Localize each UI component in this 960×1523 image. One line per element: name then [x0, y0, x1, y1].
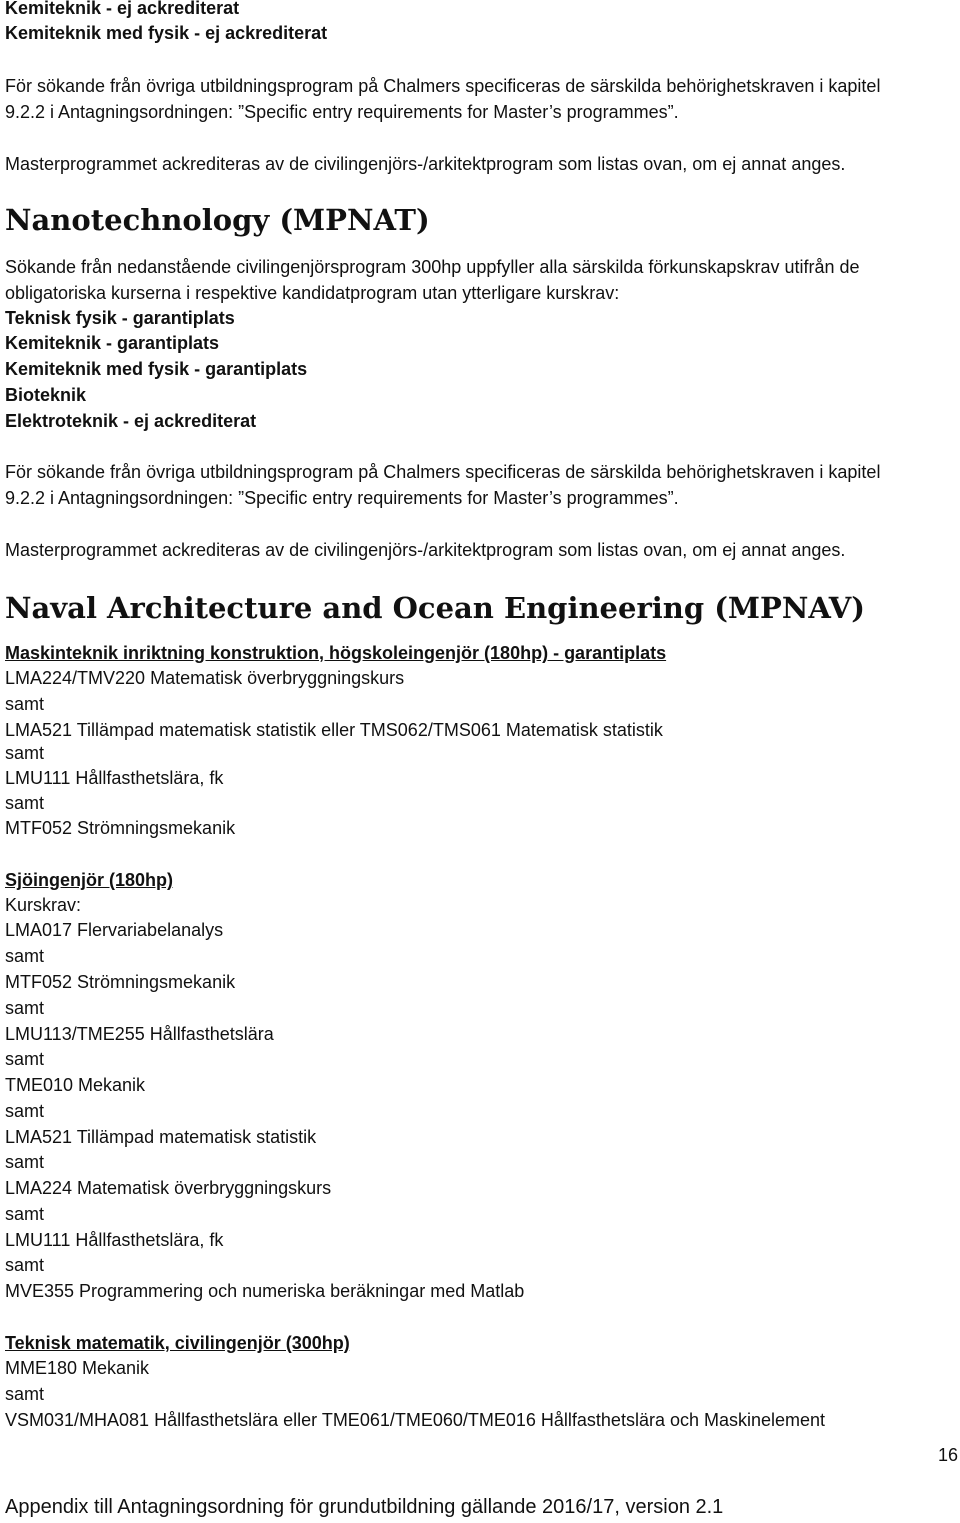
course-line: LMU111 Hållfasthetslära, fk — [5, 768, 224, 788]
course-line: TME010 Mekanik — [5, 1075, 146, 1095]
course-line: Kurskrav: — [5, 895, 82, 915]
course-line: samt — [5, 1152, 45, 1172]
course-line: samt — [5, 743, 45, 763]
course-line: samt — [5, 1204, 45, 1224]
course-line: samt — [5, 946, 45, 966]
program-line: Kemiteknik med fysik - ej ackrediterat — [5, 23, 328, 43]
course-line: MVE355 Programmering och numeriska beräkningar med Matlab — [5, 1281, 525, 1301]
paragraph-line: 9.2.2 i Antagningsordningen: ”Specific entry requirements for Master’s programmes”. — [5, 488, 679, 508]
course-line: samt — [5, 1101, 45, 1121]
paragraph-line: Sökande från nedanstående civilingenjörsprogram 300hp uppfyller alla särskilda förkunskapskrav utifrån de — [5, 257, 860, 277]
course-line: VSM031/MHA081 Hållfasthetslära eller TME061/TME060/TME016 Hållfasthetslära och Maskinelement — [5, 1410, 826, 1430]
course-line: MTF052 Strömningsmekanik — [5, 818, 236, 838]
paragraph-line: För sökande från övriga utbildningsprogram på Chalmers specificeras de särskilda behörighetskraven i kapitel — [5, 76, 881, 96]
group-title: Sjöingenjör (180hp) — [5, 870, 174, 890]
paragraph-line: 9.2.2 i Antagningsordningen: ”Specific entry requirements for Master’s programmes”. — [5, 102, 679, 122]
course-line: LMA224 Matematisk överbryggningskurs — [5, 1178, 332, 1198]
program-line: Teknisk fysik - garantiplats — [5, 308, 235, 328]
course-line: LMA521 Tillämpad matematisk statistik eller TMS062/TMS061 Matematisk statistik — [5, 720, 663, 740]
course-line: LMU111 Hållfasthetslära, fk — [5, 1230, 224, 1250]
course-line: samt — [5, 1384, 45, 1404]
course-line: samt — [5, 998, 45, 1018]
course-line: samt — [5, 694, 45, 714]
paragraph-line: Masterprogrammet ackrediteras av de civilingenjörs-/arkitektprogram som listas ovan, om ej annat anges. — [5, 154, 846, 174]
page-footer: Appendix till Antagningsordning för grundutbildning gällande 2016/17, version 2.1 — [5, 1496, 724, 1518]
group-title: Teknisk matematik, civilingenjör (300hp) — [5, 1333, 350, 1353]
course-line: MTF052 Strömningsmekanik — [5, 972, 236, 992]
group-title: Maskinteknik inriktning konstruktion, högskoleingenjör (180hp) - garantiplats — [5, 643, 667, 663]
program-line: Elektroteknik - ej ackrediterat — [5, 411, 257, 431]
program-line: Kemiteknik - ej ackrediterat — [5, 0, 240, 18]
course-line: LMA224/TMV220 Matematisk överbryggningskurs — [5, 668, 405, 688]
section-heading-mpnat: Nanotechnology (MPNAT) — [5, 203, 430, 237]
program-line: Kemiteknik med fysik - garantiplats — [5, 359, 308, 379]
course-line: LMU113/TME255 Hållfasthetslära — [5, 1024, 274, 1044]
page-number: 16 — [938, 1445, 959, 1465]
paragraph-line: Masterprogrammet ackrediteras av de civilingenjörs-/arkitektprogram som listas ovan, om ej annat anges. — [5, 540, 846, 560]
course-line: LMA521 Tillämpad matematisk statistik — [5, 1127, 317, 1147]
course-line: MME180 Mekanik — [5, 1358, 150, 1378]
program-line: Kemiteknik - garantiplats — [5, 333, 220, 353]
section-heading-mpnav: Naval Architecture and Ocean Engineering (MPNAV) — [5, 591, 865, 625]
course-line: samt — [5, 793, 45, 813]
paragraph-line: För sökande från övriga utbildningsprogram på Chalmers specificeras de särskilda behörighetskraven i kapitel — [5, 462, 881, 482]
course-line: samt — [5, 1255, 45, 1275]
course-line: LMA017 Flervariabelanalys — [5, 920, 224, 940]
program-line: Bioteknik — [5, 385, 87, 405]
paragraph-line: obligatoriska kurserna i respektive kandidatprogram utan ytterligare kurskrav: — [5, 283, 620, 303]
course-line: samt — [5, 1049, 45, 1069]
